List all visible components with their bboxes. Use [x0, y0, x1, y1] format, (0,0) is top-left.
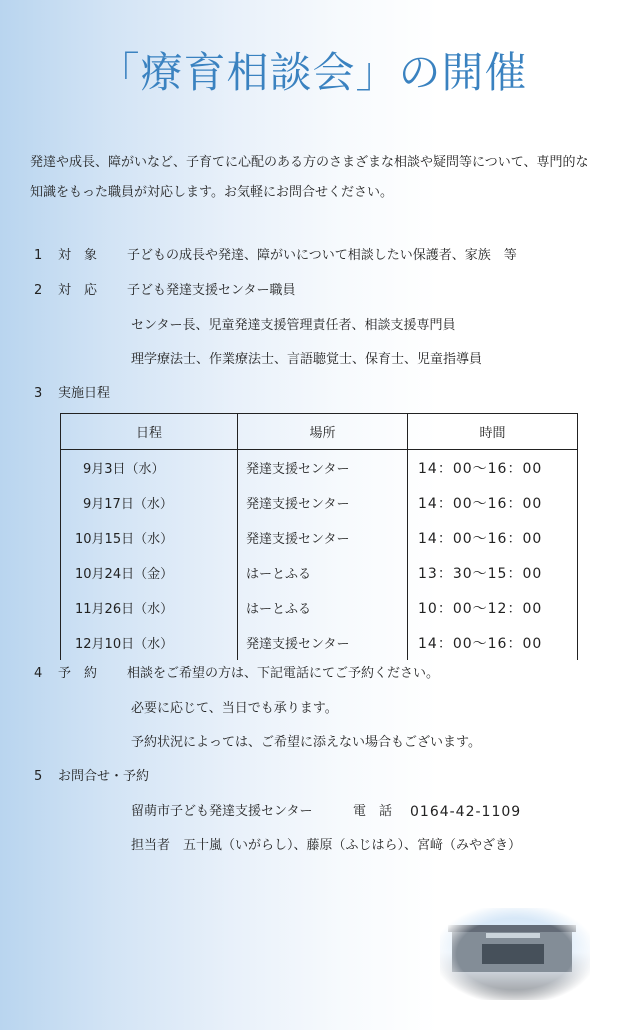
building-sign — [486, 933, 540, 938]
table-row — [61, 485, 578, 520]
item-4-line: 予約状況によっては、ご希望に添えない場合もございます。 — [131, 735, 481, 750]
table-cell-date: 10月15日（水） — [61, 520, 238, 555]
table-cell-place: 発達支援センター — [238, 450, 408, 486]
table-cell-time: 10：00〜12：00 — [408, 590, 578, 625]
table-cell-place: はーとふる — [238, 590, 408, 625]
contact-phone-label: 電 話 — [353, 804, 393, 819]
table-cell-time: 14：00〜16：00 — [408, 485, 578, 520]
table-cell-date: 10月24日（金） — [61, 555, 238, 590]
item-2-number: 2 — [34, 283, 43, 298]
table-row — [61, 625, 578, 660]
table-row — [61, 520, 578, 555]
item-4-label: 予 約 — [58, 666, 98, 681]
schedule-table — [60, 413, 578, 660]
table-cell-place: 発達支援センター — [238, 485, 408, 520]
item-1-text: 子どもの成長や発達、障がいについて相談したい保護者、家族 等 — [127, 248, 517, 263]
table-header-row — [61, 414, 578, 450]
table-header: 場所 — [238, 414, 408, 450]
table-cell-time: 14：00〜16：00 — [408, 520, 578, 555]
table-cell-date: 9月17日（水） — [61, 485, 238, 520]
table-cell-place: 発達支援センター — [238, 520, 408, 555]
item-1-label: 対 象 — [58, 248, 98, 263]
item-3-number: 3 — [34, 386, 43, 401]
contact-center: 留萌市子ども発達支援センター — [131, 804, 313, 819]
table-row — [61, 450, 578, 486]
page-title: 「療育相談会」の開催 — [97, 48, 528, 97]
table-cell-time: 14：00〜16：00 — [408, 450, 578, 486]
table-cell-place: はーとふる — [238, 555, 408, 590]
item-4-line: 必要に応じて、当日でも承ります。 — [131, 701, 338, 716]
item-2-text: 子ども発達支援センター職員 — [127, 283, 296, 298]
item-2-label: 対 応 — [58, 283, 98, 298]
table-cell-place: 発達支援センター — [238, 625, 408, 660]
item-2-line: 理学療法士、作業療法士、言語聴覚士、保育士、児童指導員 — [131, 352, 483, 367]
table-cell-time: 14：00〜16：00 — [408, 625, 578, 660]
item-1-number: 1 — [34, 248, 43, 263]
building-roof — [448, 925, 576, 932]
item-4-number: 4 — [34, 666, 43, 681]
table-row — [61, 590, 578, 625]
building-entrance — [482, 944, 544, 964]
item-2-line: センター長、児童発達支援管理責任者、相談支援専門員 — [131, 318, 456, 333]
table-header: 時間 — [408, 414, 578, 450]
table-cell-date: 11月26日（水） — [61, 590, 238, 625]
item-5-number: 5 — [34, 769, 43, 784]
contact-staff: 担当者 五十嵐（いがらし）、藤原（ふじはら）、宮﨑（みやざき） — [131, 838, 522, 853]
item-3-label: 実施日程 — [58, 386, 111, 401]
table-cell-date: 9月3日（水） — [61, 450, 238, 486]
center-building-photo — [440, 908, 590, 1000]
intro-text: 発達や成長、障がいなど、子育てに心配のある方のさまざまな相談や疑問等について、専門的な知識をもった職員が対応します。お気軽にお問合せください。 — [30, 155, 589, 200]
table-cell-date: 12月10日（水） — [61, 625, 238, 660]
item-4-text: 相談をご希望の方は、下記電話にてご予約ください。 — [127, 666, 440, 681]
contact-phone[interactable]: 0164-42-1109 — [410, 804, 522, 820]
table-cell-time: 13：30〜15：00 — [408, 555, 578, 590]
table-header: 日程 — [61, 414, 238, 450]
item-5-label: お問合せ・予約 — [58, 769, 150, 784]
building-shape — [452, 930, 572, 972]
table-row — [61, 555, 578, 590]
